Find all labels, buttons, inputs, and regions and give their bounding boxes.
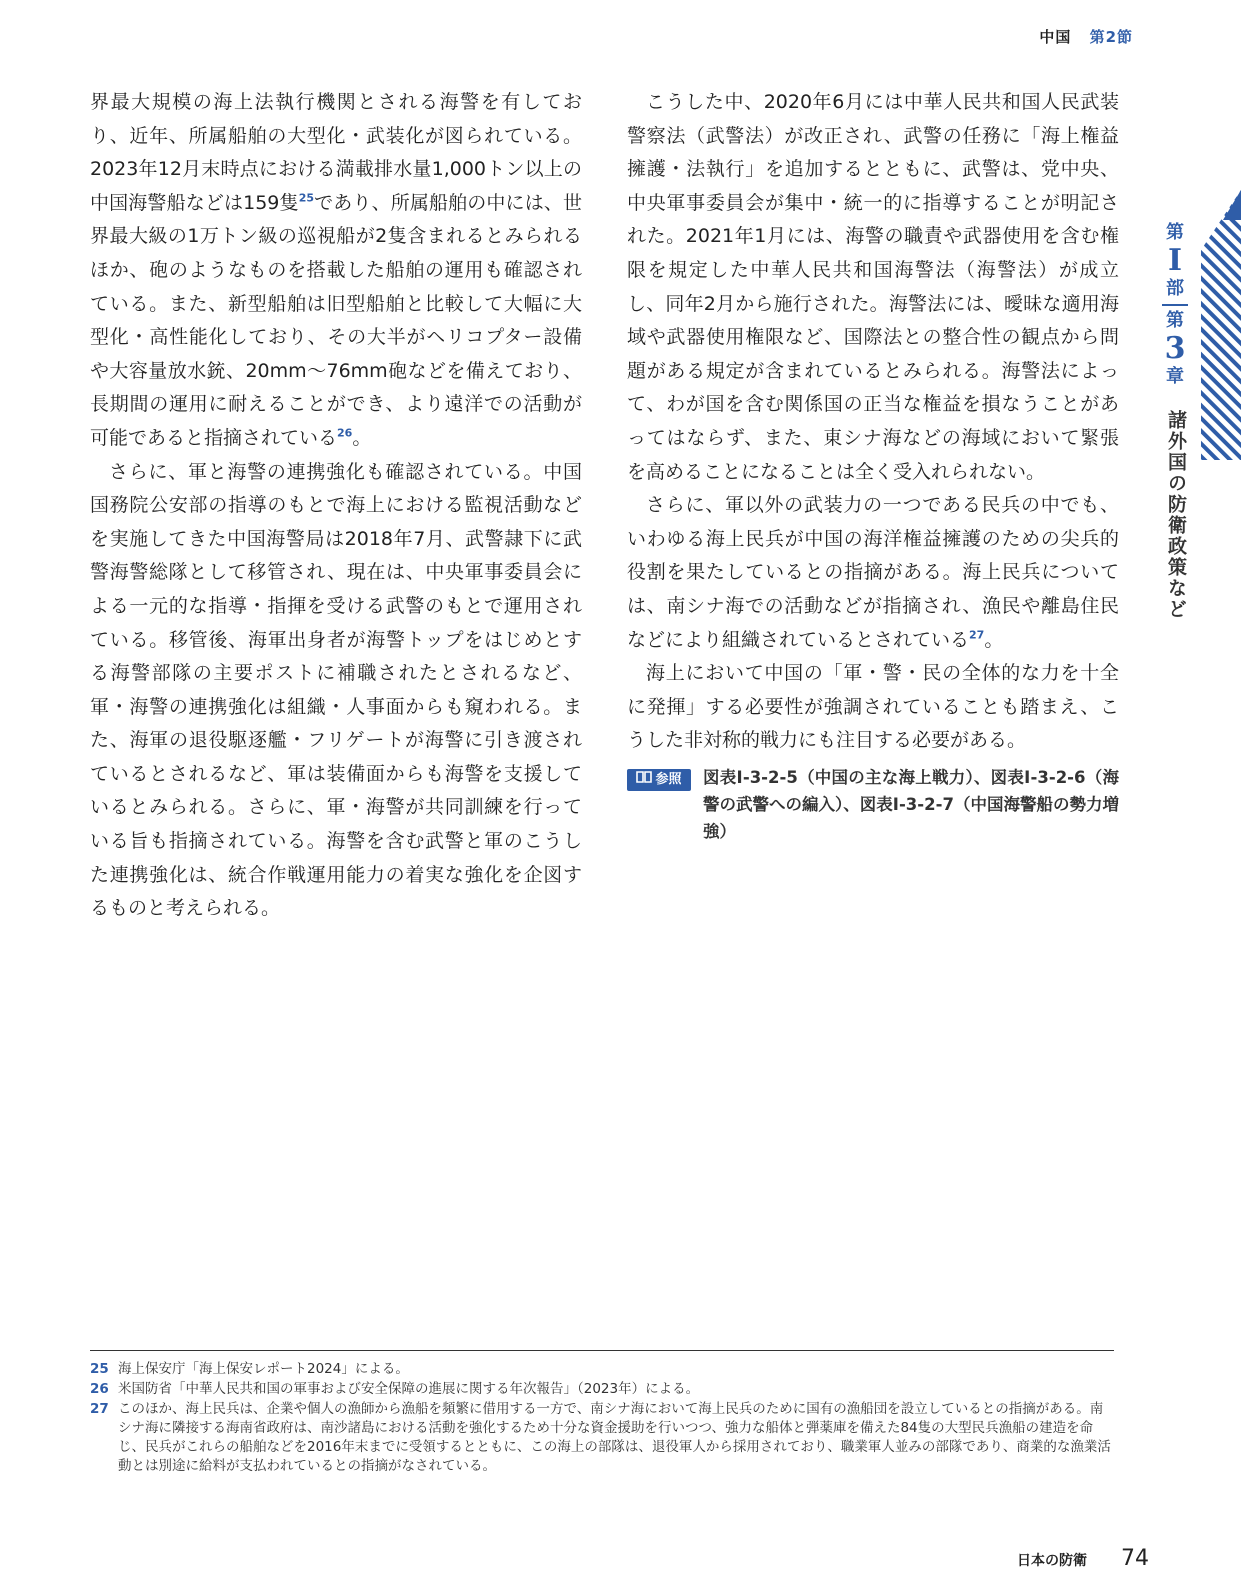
right-paragraph-2 [627,489,1119,657]
reference-links[interactable]: 図表Ⅰ-3-2-5（中国の主な海上戦力）、図表Ⅰ-3-2-6（海警の武警への編入）、図表Ⅰ-3-2-7（中国海警船の勢力増強） [703,767,1119,841]
right-column [627,86,1119,845]
chapter-prefix: 第 [1166,310,1184,331]
running-header [1039,26,1133,47]
right-paragraph-1: こうした中、2020年6月には中華人民共和国人民武装警察法（武警法）が改正され、武警の任務に「海上権益擁護・法執行」を追加するとともに、武警は、党中央、中央軍事委員会が集中・統一的に指導することが明記された。2021年1月には、海警の職責や武器使用を含む権限を規定した中華人民共和国海警法（海警法）が成立し、同年2月から施行された。海警法には、曖昧な適用海域や武器使用権限など、国際法との整合性の観点から問題がある規定が含まれているとみられる。海警法によって、わが国を含む関係国の正当な権益を損なうことがあってはならず、また、東シナ海などの海域において緊張を高めることになることは全く受入れられない。 [627,91,1119,483]
chapter-suffix: 章 [1166,366,1184,387]
left-paragraph-2: さらに、軍と海警の連携強化も確認されている。中国国務院公安部の指導のもとで海上における監視活動などを実施してきた中国海警局は2018年7月、武警隷下に武警海警総隊として移管され、現在は、中央軍事委員会による一元的な指導・指揮を受ける武警のもとで運用されている。移管後、海軍出身者が海警トップをはじめとする海警部隊の主要ポストに補職されたとされるなど、軍・海警の連携強化は組織・人事面からも窺われる。また、海軍の退役駆逐艦・フリゲートが海警に引き渡されているとされるなど、軍は装備面からも海警を支援しているとみられる。さらに、軍・海警が共同訓練を行っている旨も指摘されている。海警を含む武警と軍のこうした連携強化は、統合作戦運用能力の着実な強化を企図するものと考えられる。 [90,460,582,920]
text-run: 。 [352,426,372,449]
footnote-ref-27[interactable]: 27 [969,628,985,642]
footnote-number: 26 [90,1381,109,1397]
footnotes [90,1360,1114,1477]
book-icon [636,763,652,797]
footnote-text: このほか、海上民兵は、企業や個人の漁師から漁船を頻繁に借用する一方で、南シナ海において海上民兵のために国有の漁船団を設立しているとの指摘がある。南シナ海に隣接する海南省政府は、南沙諸島における活動を強化するため十分な資金援助を行いつつ、強力な船体と弾薬庫を備えた84隻の大型民兵漁船の建造を命じ、民兵がこれらの船舶などを2016年末までに受領するとともに、この海上の部隊は、退役軍人から採用されており、職業軍人並みの部隊であり、商業的な漁業活動とは別途に給料が支払われているとの指摘がなされている。 [118,1401,1111,1474]
reference-badge [627,769,691,791]
part-prefix: 第 [1166,222,1184,243]
part-number: I [1167,243,1183,278]
footnote-item [90,1400,1114,1476]
page-footer [1017,1546,1149,1571]
footnote-number: 25 [90,1361,109,1377]
part-chapter-label [1160,222,1190,388]
footnote-divider [90,1350,1114,1351]
text-run: であり、所属船舶の中には、世界最大級の1万トン級の巡視船が2隻含まれるとみられるほか、砲のようなものを搭載した船舶の運用も確認されている。また、新型船舶は旧型船舶と比較して大幅に大型化・高性能化しており、その大半がヘリコプター設備や大容量放水銃、20mm～76mm砲などを備えており、長期間の運用に耐えることができ、より遠洋での活動が可能であると指摘されている [90,191,582,449]
right-paragraph-3: 海上において中国の「軍・警・民の全体的な力を十全に発揮」する必要性が強調されていることも踏まえ、こうした非対称的戦力にも注目する必要がある。 [627,662,1119,752]
footnote-text: 海上保安庁「海上保安レポート2024」による。 [118,1361,409,1377]
footnote-item [90,1360,1114,1379]
chapter-title-vertical: 諸外国の防衛政策など [1165,410,1187,620]
left-column [90,86,582,926]
text-run: 。 [984,628,1004,651]
footnote-item [90,1380,1114,1399]
text-run: さらに、軍以外の武装力の一つである民兵の中でも、いわゆる海上民兵が中国の海洋権益擁護のための尖兵的役割を果たしているとの指摘がある。海上民兵については、南シナ海での活動などが指摘され、漁民や離島住民などにより組織されているとされている [627,494,1119,651]
divider [1162,304,1188,306]
book-title: 日本の防衛 [1017,1553,1087,1569]
left-paragraph-1 [90,86,582,456]
header-section: 第2節 [1089,28,1133,46]
footnote-ref-25[interactable]: 25 [298,191,314,205]
reference-box [627,764,1119,845]
footnote-number: 27 [90,1401,109,1417]
part-suffix: 部 [1166,278,1184,299]
footnote-ref-26[interactable]: 26 [337,426,353,440]
reference-label: 参照 [655,772,682,788]
header-country: 中国 [1039,28,1072,46]
page-number: 74 [1121,1546,1149,1571]
footnote-text: 米国防省「中華人民共和国の軍事および安全保障の進展に関する年次報告」（2023年）による。 [118,1381,700,1397]
text-run: 界最大規模の海上法執行機関とされる海警を有しており、近年、所属船舶の大型化・武装化が図られている。2023年12月末時点における満載排水量1,000トン以上の中国海警船などは159隻 [90,91,582,214]
chapter-number: 3 [1164,331,1186,366]
